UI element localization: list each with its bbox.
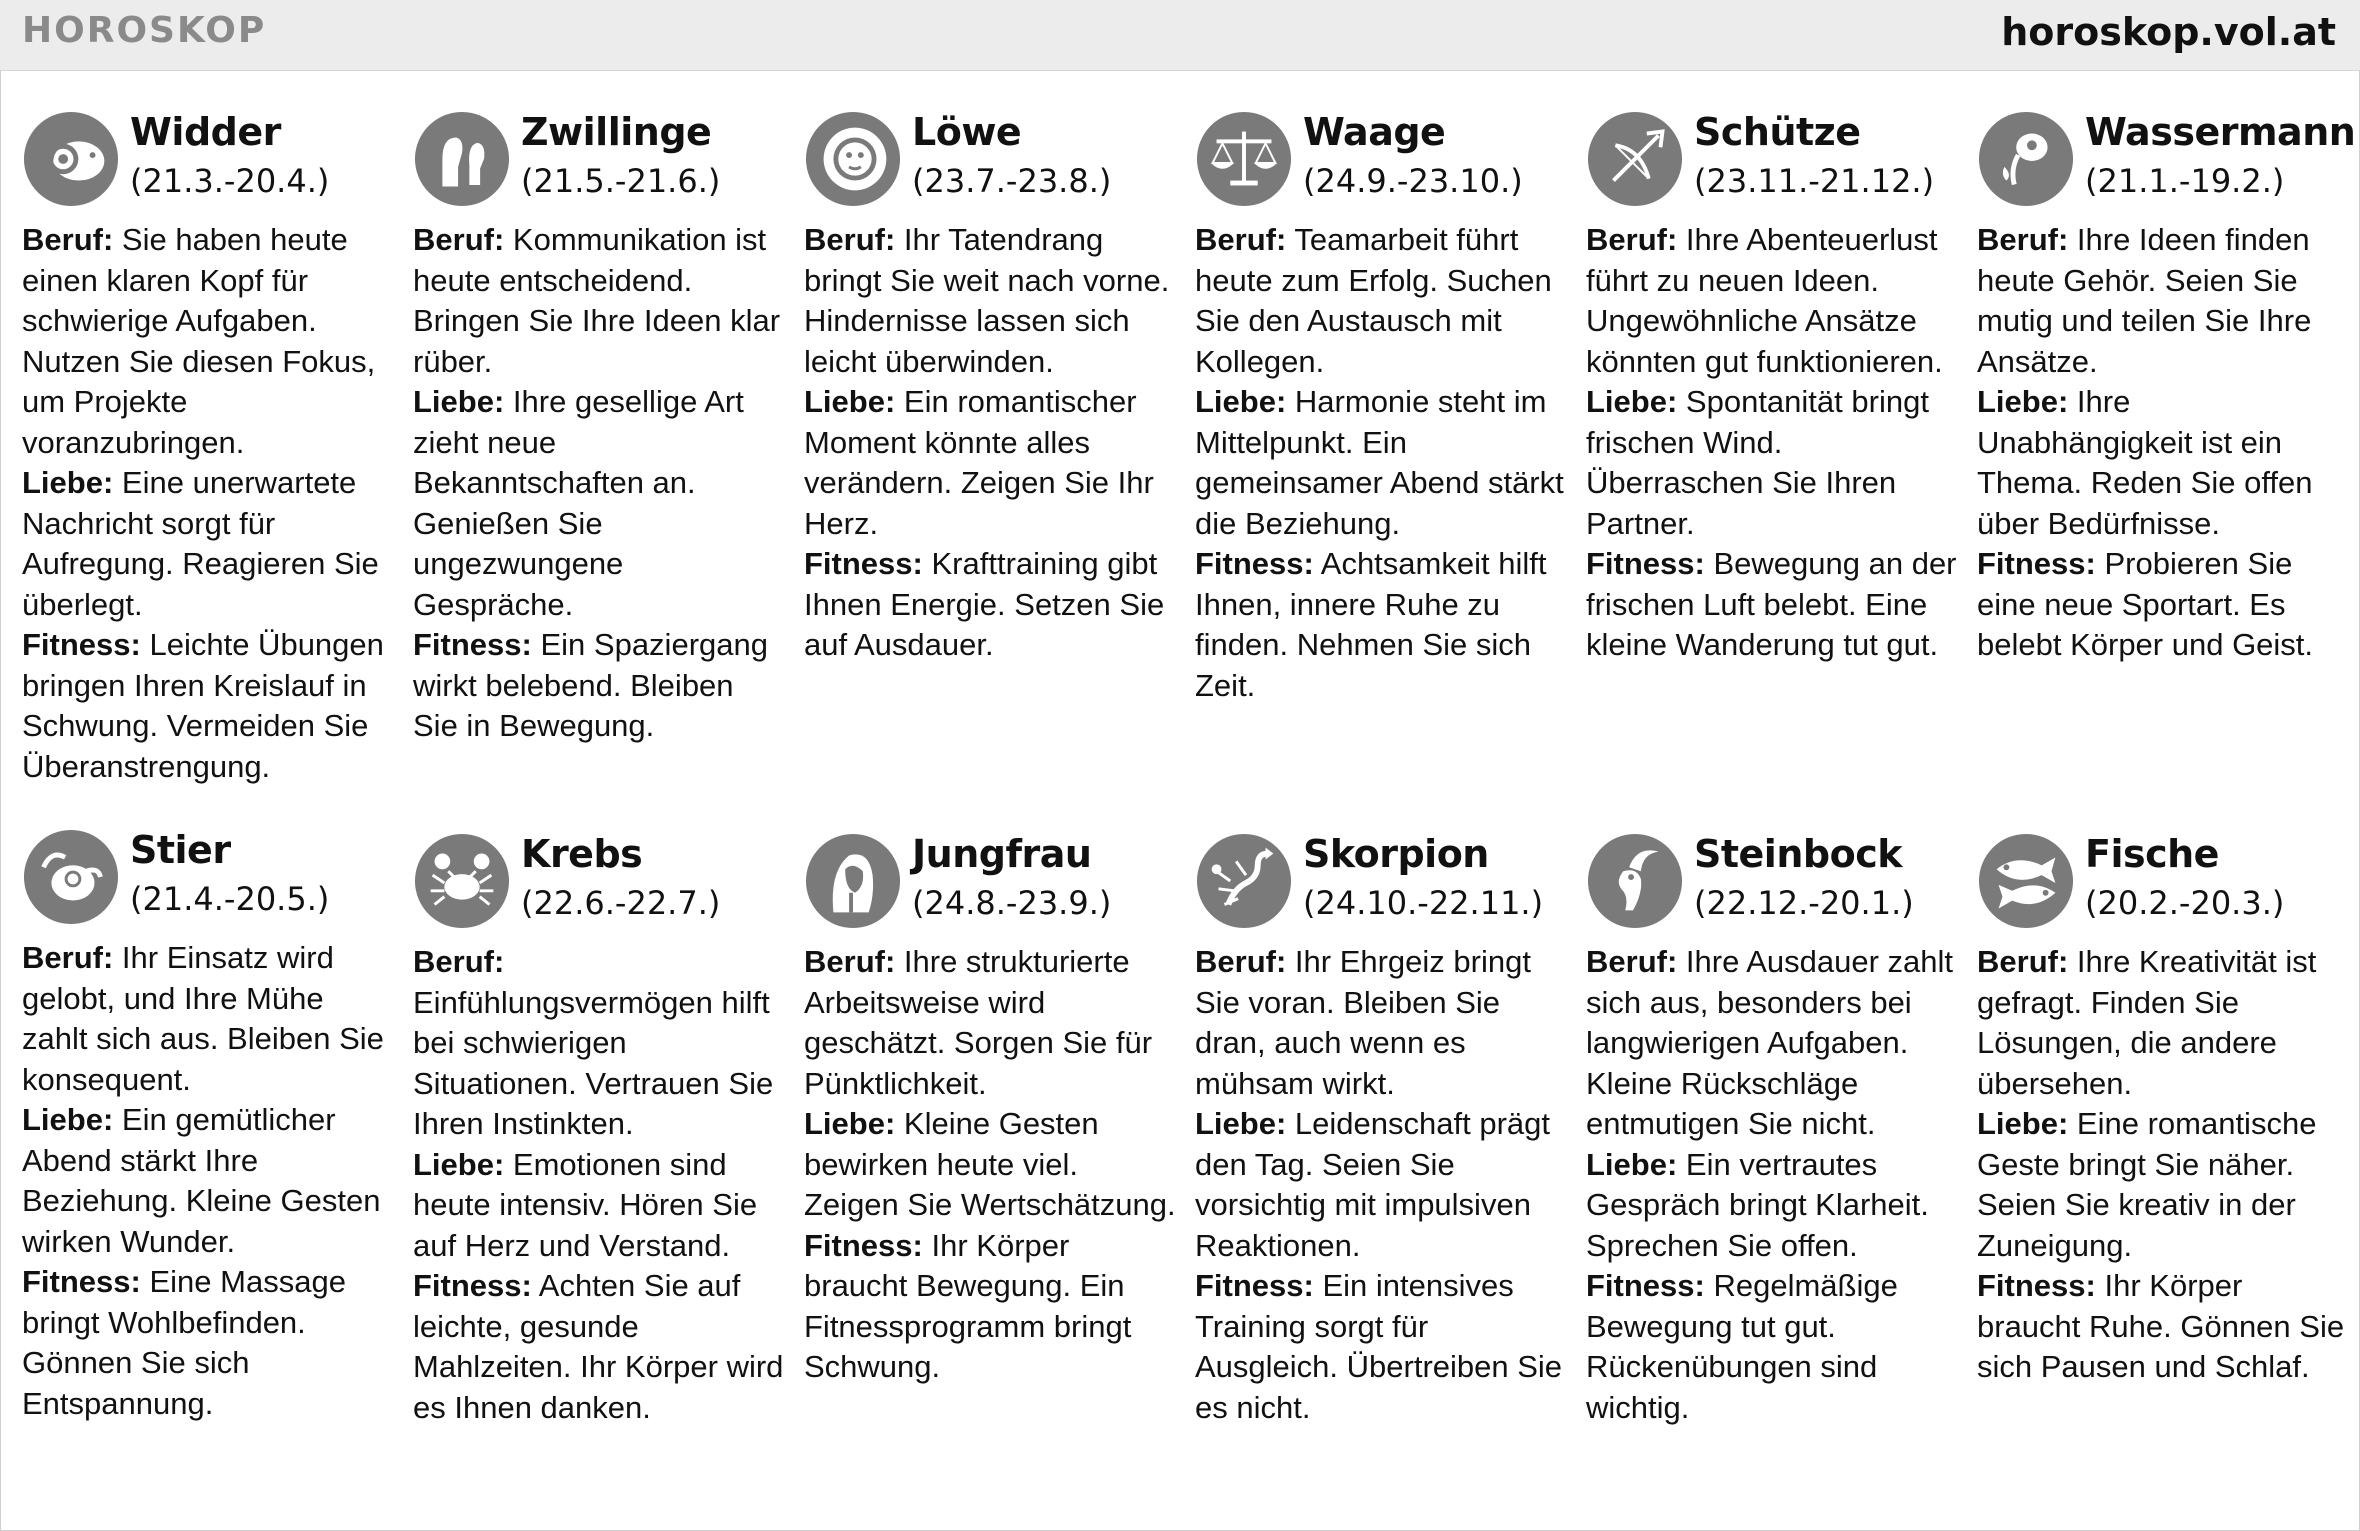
- twins-icon: [413, 110, 511, 208]
- liebe-label: Liebe:: [1195, 1106, 1287, 1141]
- sign-text: [1195, 220, 1567, 706]
- sign-text: [804, 220, 1176, 666]
- sign-text: [1195, 942, 1567, 1428]
- sign-name: Widder: [130, 110, 281, 154]
- fitness-label: Fitness:: [413, 627, 532, 662]
- beruf-text: Kommunikation ist heute entscheidend. Bringen Sie Ihre Ideen klar rüber.: [413, 222, 781, 379]
- liebe-label: Liebe:: [804, 1106, 896, 1141]
- sign-dates: (23.11.-21.12.): [1694, 162, 1935, 200]
- scales-icon: [1195, 110, 1293, 208]
- sign-name: Steinbock: [1694, 832, 1902, 876]
- liebe-text: Emotionen sind heute intensiv. Hören Sie auf Herz und Verstand.: [413, 1146, 758, 1263]
- liebe-text: Ihre Unabhängigkeit ist ein Thema. Reden Sie offen über Bedürfnisse.: [1977, 384, 2313, 541]
- beruf-text: Sie haben heute einen klaren Kopf für schwierige Aufgaben. Nutzen Sie diesen Fokus, um Projekte voranzubringen.: [22, 222, 376, 460]
- sign-dates: (24.10.-22.11.): [1303, 884, 1544, 922]
- sign-text: [804, 942, 1176, 1388]
- liebe-label: Liebe:: [804, 384, 896, 419]
- liebe-label: Liebe:: [22, 1102, 114, 1137]
- beruf-text: Ihre Ausdauer zahlt sich aus, besonders bei langwierigen Aufgaben. Kleine Rückschläge entmutigen Sie nicht.: [1586, 944, 1954, 1141]
- sign-dates: (23.7.-23.8.): [912, 162, 1112, 200]
- sign-krebs: [413, 832, 785, 1428]
- sign-name: Waage: [1303, 110, 1446, 154]
- beruf-label: Beruf:: [1586, 222, 1678, 257]
- sign-name: Schütze: [1694, 110, 1861, 154]
- fitness-text: Ein intensives Training sorgt für Ausgleich. Übertreiben Sie es nicht.: [1195, 1268, 1563, 1425]
- beruf-label: Beruf:: [1586, 944, 1678, 979]
- fitness-text: Ihr Körper braucht Bewegung. Ein Fitnessprogramm bringt Schwung.: [804, 1227, 1132, 1384]
- fitness-label: Fitness:: [1977, 546, 2096, 581]
- fitness-text: Achten Sie auf leichte, gesunde Mahlzeiten. Ihr Körper wird es Ihnen danken.: [413, 1268, 784, 1425]
- fitness-text: Ihr Körper braucht Ruhe. Gönnen Sie sich Pausen und Schlaf.: [1977, 1268, 2345, 1384]
- sign-dates: (20.2.-20.3.): [2085, 884, 2285, 922]
- sign-loewe: [804, 110, 1176, 666]
- liebe-text: Ein vertrautes Gespräch bringt Klarheit. Sprechen Sie offen.: [1586, 1146, 1929, 1263]
- liebe-text: Spontanität bringt frischen Wind. Überraschen Sie Ihren Partner.: [1586, 384, 1929, 541]
- liebe-text: Eine romantische Geste bringt Sie näher. Seien Sie kreativ in der Zuneigung.: [1977, 1106, 2317, 1263]
- sign-skorpion: [1195, 832, 1567, 1428]
- sign-wassermann: [1977, 110, 2356, 666]
- fitness-text: Ein Spaziergang wirkt belebend. Bleiben Sie in Bewegung.: [413, 627, 768, 743]
- beruf-label: Beruf:: [804, 222, 896, 257]
- sign-name: Jungfrau: [912, 832, 1092, 876]
- sign-text: [1977, 220, 2349, 666]
- sign-text: [1586, 942, 1958, 1428]
- virgin-icon: [804, 832, 902, 930]
- liebe-text: Ein romantischer Moment könnte alles verändern. Zeigen Sie Ihr Herz.: [804, 384, 1154, 541]
- sign-fische: [1977, 832, 2349, 1388]
- fitness-label: Fitness:: [413, 1268, 532, 1303]
- sign-waage: [1195, 110, 1567, 706]
- fitness-text: Eine Massage bringt Wohlbefinden. Gönnen Sie sich Entspannung.: [22, 1264, 346, 1421]
- sign-name: Krebs: [521, 832, 643, 876]
- sign-dates: (21.5.-21.6.): [521, 162, 721, 200]
- sign-name: Zwillinge: [521, 110, 712, 154]
- liebe-label: Liebe:: [1977, 384, 2069, 419]
- sign-widder: [22, 110, 394, 787]
- beruf-label: Beruf:: [22, 222, 114, 257]
- ram-icon: [22, 110, 120, 208]
- sign-text: [413, 942, 785, 1428]
- fitness-label: Fitness:: [804, 1227, 923, 1263]
- water-bearer-icon: [1977, 110, 2075, 208]
- liebe-text: Ihre gesellige Art zieht neue Bekanntschaften an. Genießen Sie ungezwungene Gespräche.: [413, 384, 744, 622]
- liebe-text: Eine unerwartete Nachricht sorgt für Aufregung. Reagieren Sie überlegt.: [22, 465, 379, 622]
- fitness-label: Fitness:: [804, 546, 923, 581]
- beruf-label: Beruf:: [413, 944, 505, 979]
- fitness-label: Fitness:: [1195, 546, 1314, 581]
- fitness-text: Bewegung an der frischen Luft belebt. Eine kleine Wanderung tut gut.: [1586, 546, 1957, 662]
- sign-jungfrau: [804, 832, 1176, 1388]
- scorpion-icon: [1195, 832, 1293, 930]
- fitness-label: Fitness:: [22, 627, 141, 662]
- sign-dates: (21.4.-20.5.): [130, 880, 330, 918]
- archer-icon: [1586, 110, 1684, 208]
- beruf-text: Einfühlungsvermögen hilft bei schwierigen Situationen. Vertrauen Sie Ihren Instinkten.: [413, 984, 774, 1141]
- sign-text: [1586, 220, 1958, 666]
- sign-text: [22, 938, 394, 1424]
- site-link[interactable]: horoskop.vol.at: [2001, 10, 2336, 54]
- sign-text: [1977, 942, 2349, 1388]
- sign-steinbock: [1586, 832, 1958, 1428]
- beruf-label: Beruf:: [1977, 222, 2069, 257]
- sign-name: Stier: [130, 828, 231, 872]
- sign-dates: (24.8.-23.9.): [912, 884, 1112, 922]
- sign-name: Fische: [2085, 832, 2219, 876]
- beruf-text: Ihre strukturierte Arbeitsweise wird geschätzt. Sorgen Sie für Pünktlichkeit.: [804, 944, 1153, 1101]
- fitness-text: Probieren Sie eine neue Sportart. Es belebt Körper und Geist.: [1977, 546, 2314, 662]
- fitness-label: Fitness:: [1586, 1268, 1705, 1303]
- beruf-text: Ihr Ehrgeiz bringt Sie voran. Bleiben Sie dran, auch wenn es mühsam wirkt.: [1195, 944, 1531, 1101]
- beruf-text: Ihre Abenteuerlust führt zu neuen Ideen. Ungewöhnliche Ansätze könnten gut funktionieren.: [1586, 222, 1943, 379]
- sign-name: Skorpion: [1303, 832, 1489, 876]
- sign-dates: (24.9.-23.10.): [1303, 162, 1523, 200]
- sign-dates: (22.12.-20.1.): [1694, 884, 1914, 922]
- fitness-label: Fitness:: [1586, 546, 1705, 581]
- beruf-label: Beruf:: [804, 944, 896, 979]
- sign-zwillinge: [413, 110, 785, 747]
- sign-dates: (21.1.-19.2.): [2085, 162, 2285, 200]
- fitness-text: Regelmäßige Bewegung tut gut. Rückenübungen sind wichtig.: [1586, 1268, 1898, 1425]
- beruf-label: Beruf:: [22, 940, 114, 975]
- crab-icon: [413, 832, 511, 930]
- liebe-label: Liebe:: [1586, 1146, 1678, 1182]
- liebe-text: Ein gemütlicher Abend stärkt Ihre Beziehung. Kleine Gesten wirken Wunder.: [22, 1102, 381, 1259]
- liebe-label: Liebe:: [22, 465, 114, 500]
- fitness-label: Fitness:: [22, 1264, 141, 1299]
- sign-schuetze: [1586, 110, 1958, 666]
- liebe-text: Harmonie steht im Mittelpunkt. Ein gemeinsamer Abend stärkt die Beziehung.: [1195, 384, 1564, 541]
- goat-icon: [1586, 832, 1684, 930]
- page-title: HOROSKOP: [22, 10, 267, 51]
- sign-text: [413, 220, 785, 747]
- beruf-text: Teamarbeit führt heute zum Erfolg. Suchen Sie den Austausch mit Kollegen.: [1195, 222, 1552, 379]
- beruf-label: Beruf:: [1195, 222, 1287, 257]
- sign-text: [22, 220, 394, 787]
- fitness-text: Achtsamkeit hilft Ihnen, innere Ruhe zu finden. Nehmen Sie sich Zeit.: [1195, 546, 1547, 703]
- liebe-text: Leidenschaft prägt den Tag. Seien Sie vorsichtig mit impulsiven Reaktionen.: [1195, 1106, 1550, 1263]
- sign-stier: [22, 828, 394, 1424]
- fish-icon: [1977, 832, 2075, 930]
- sign-dates: (22.6.-22.7.): [521, 884, 721, 922]
- sign-dates: (21.3.-20.4.): [130, 162, 330, 200]
- fitness-text: Krafttraining gibt Ihnen Energie. Setzen Sie auf Ausdauer.: [804, 546, 1165, 662]
- fitness-label: Fitness:: [1977, 1268, 2096, 1303]
- fitness-text: Leichte Übungen bringen Ihren Kreislauf in Schwung. Vermeiden Sie Überanstrengung.: [22, 627, 384, 784]
- lion-icon: [804, 110, 902, 208]
- beruf-text: Ihre Ideen finden heute Gehör. Seien Sie mutig und teilen Sie Ihre Ansätze.: [1977, 222, 2312, 379]
- beruf-label: Beruf:: [1977, 944, 2069, 979]
- sign-name: Wassermann: [2085, 110, 2356, 154]
- beruf-label: Beruf:: [413, 222, 505, 257]
- beruf-text: Ihr Tatendrang bringt Sie weit nach vorne. Hindernisse lassen sich leicht überwinden.: [804, 222, 1170, 379]
- beruf-text: Ihre Kreativität ist gefragt. Finden Sie Lösungen, die andere übersehen.: [1977, 944, 2317, 1101]
- liebe-label: Liebe:: [413, 1146, 505, 1182]
- liebe-label: Liebe:: [1195, 384, 1287, 419]
- bull-icon: [22, 828, 120, 926]
- liebe-label: Liebe:: [1586, 384, 1678, 419]
- liebe-label: Liebe:: [1977, 1106, 2069, 1141]
- liebe-text: Kleine Gesten bewirken heute viel. Zeigen Sie Wertschätzung.: [804, 1106, 1176, 1222]
- sign-name: Löwe: [912, 110, 1022, 154]
- fitness-label: Fitness:: [1195, 1268, 1314, 1303]
- liebe-label: Liebe:: [413, 384, 505, 419]
- beruf-text: Ihr Einsatz wird gelobt, und Ihre Mühe zahlt sich aus. Bleiben Sie konsequent.: [22, 940, 384, 1097]
- beruf-label: Beruf:: [1195, 944, 1287, 979]
